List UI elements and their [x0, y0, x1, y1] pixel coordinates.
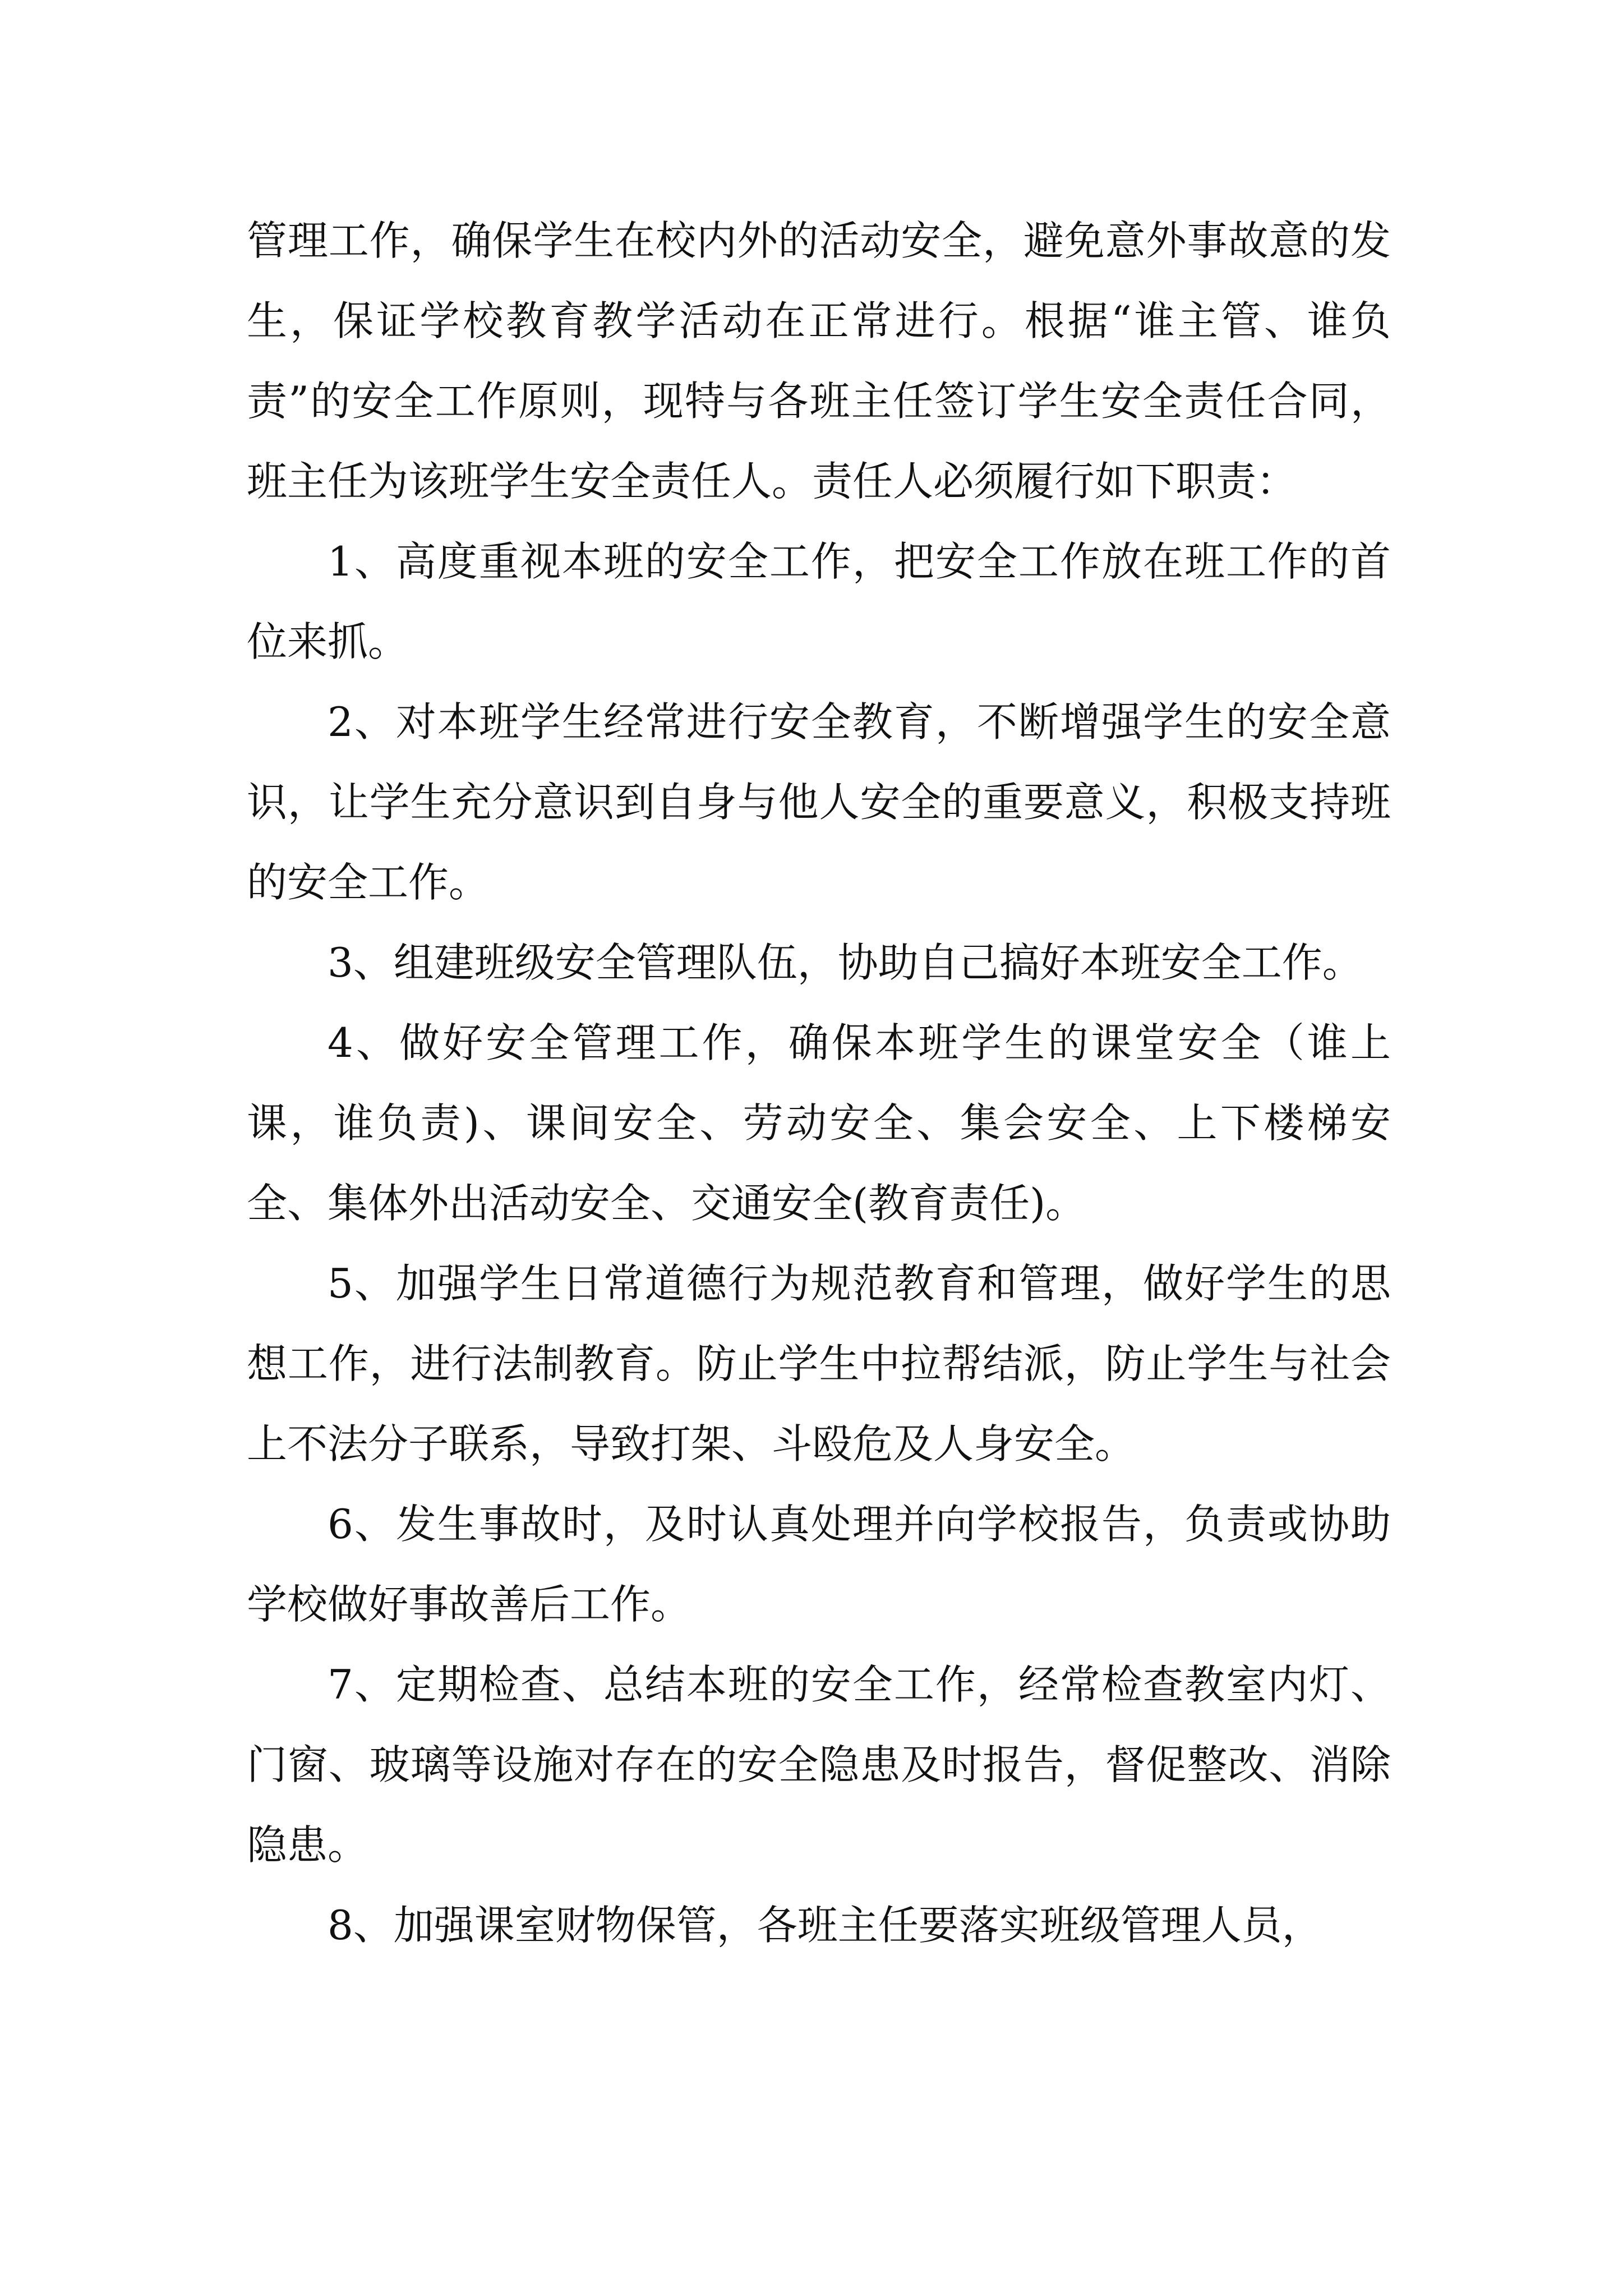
document-body [247, 201, 1391, 1966]
paragraph-item-1: 1、高度重视本班的安全工作，把安全工作放在班工作的首位来抓。 [247, 538, 1391, 665]
paragraph-item-4: 4、做好安全管理工作，确保本班学生的课堂安全（谁上课，谁负责)、课间安全、劳动安全、集会安全、上下楼梯安全、集体外出活动安全、交通安全(教育责任)。 [247, 1019, 1391, 1227]
paragraph-intro: 管理工作，确保学生在校内外的活动安全，避免意外事故意的发生，保证学校教育教学活动在正常进行。根据“谁主管、谁负责”的安全工作原则，现特与各班主任签订学生安全责任合同，班主任为该班学生安全责任人。责任人必须履行如下职责： [247, 217, 1391, 505]
paragraph-item-7: 7、定期检查、总结本班的安全工作，经常检查教室内灯、门窗、玻璃等设施对存在的安全隐患及时报告，督促整改、消除隐患。 [247, 1661, 1391, 1869]
paragraph-item-6: 6、发生事故时，及时认真处理并向学校报告，负责或协助学校做好事故善后工作。 [247, 1501, 1391, 1628]
paragraph-item-8: 8、加强课室财物保管，各班主任要落实班级管理人员， [328, 1902, 1322, 1949]
paragraph-item-2: 2、对本班学生经常进行安全教育，不断增强学生的安全意识，让学生充分意识到自身与他人安全的重要意义，积极支持班的安全工作。 [247, 698, 1391, 906]
paragraph-item-5: 5、加强学生日常道德行为规范教育和管理，做好学生的思想工作，进行法制教育。防止学生中拉帮结派，防止学生与社会上不法分子联系，导致打架、斗殴危及人身安全。 [247, 1260, 1391, 1467]
paragraph-item-3: 3、组建班级安全管理队伍，协助自己搞好本班安全工作。 [328, 939, 1363, 986]
